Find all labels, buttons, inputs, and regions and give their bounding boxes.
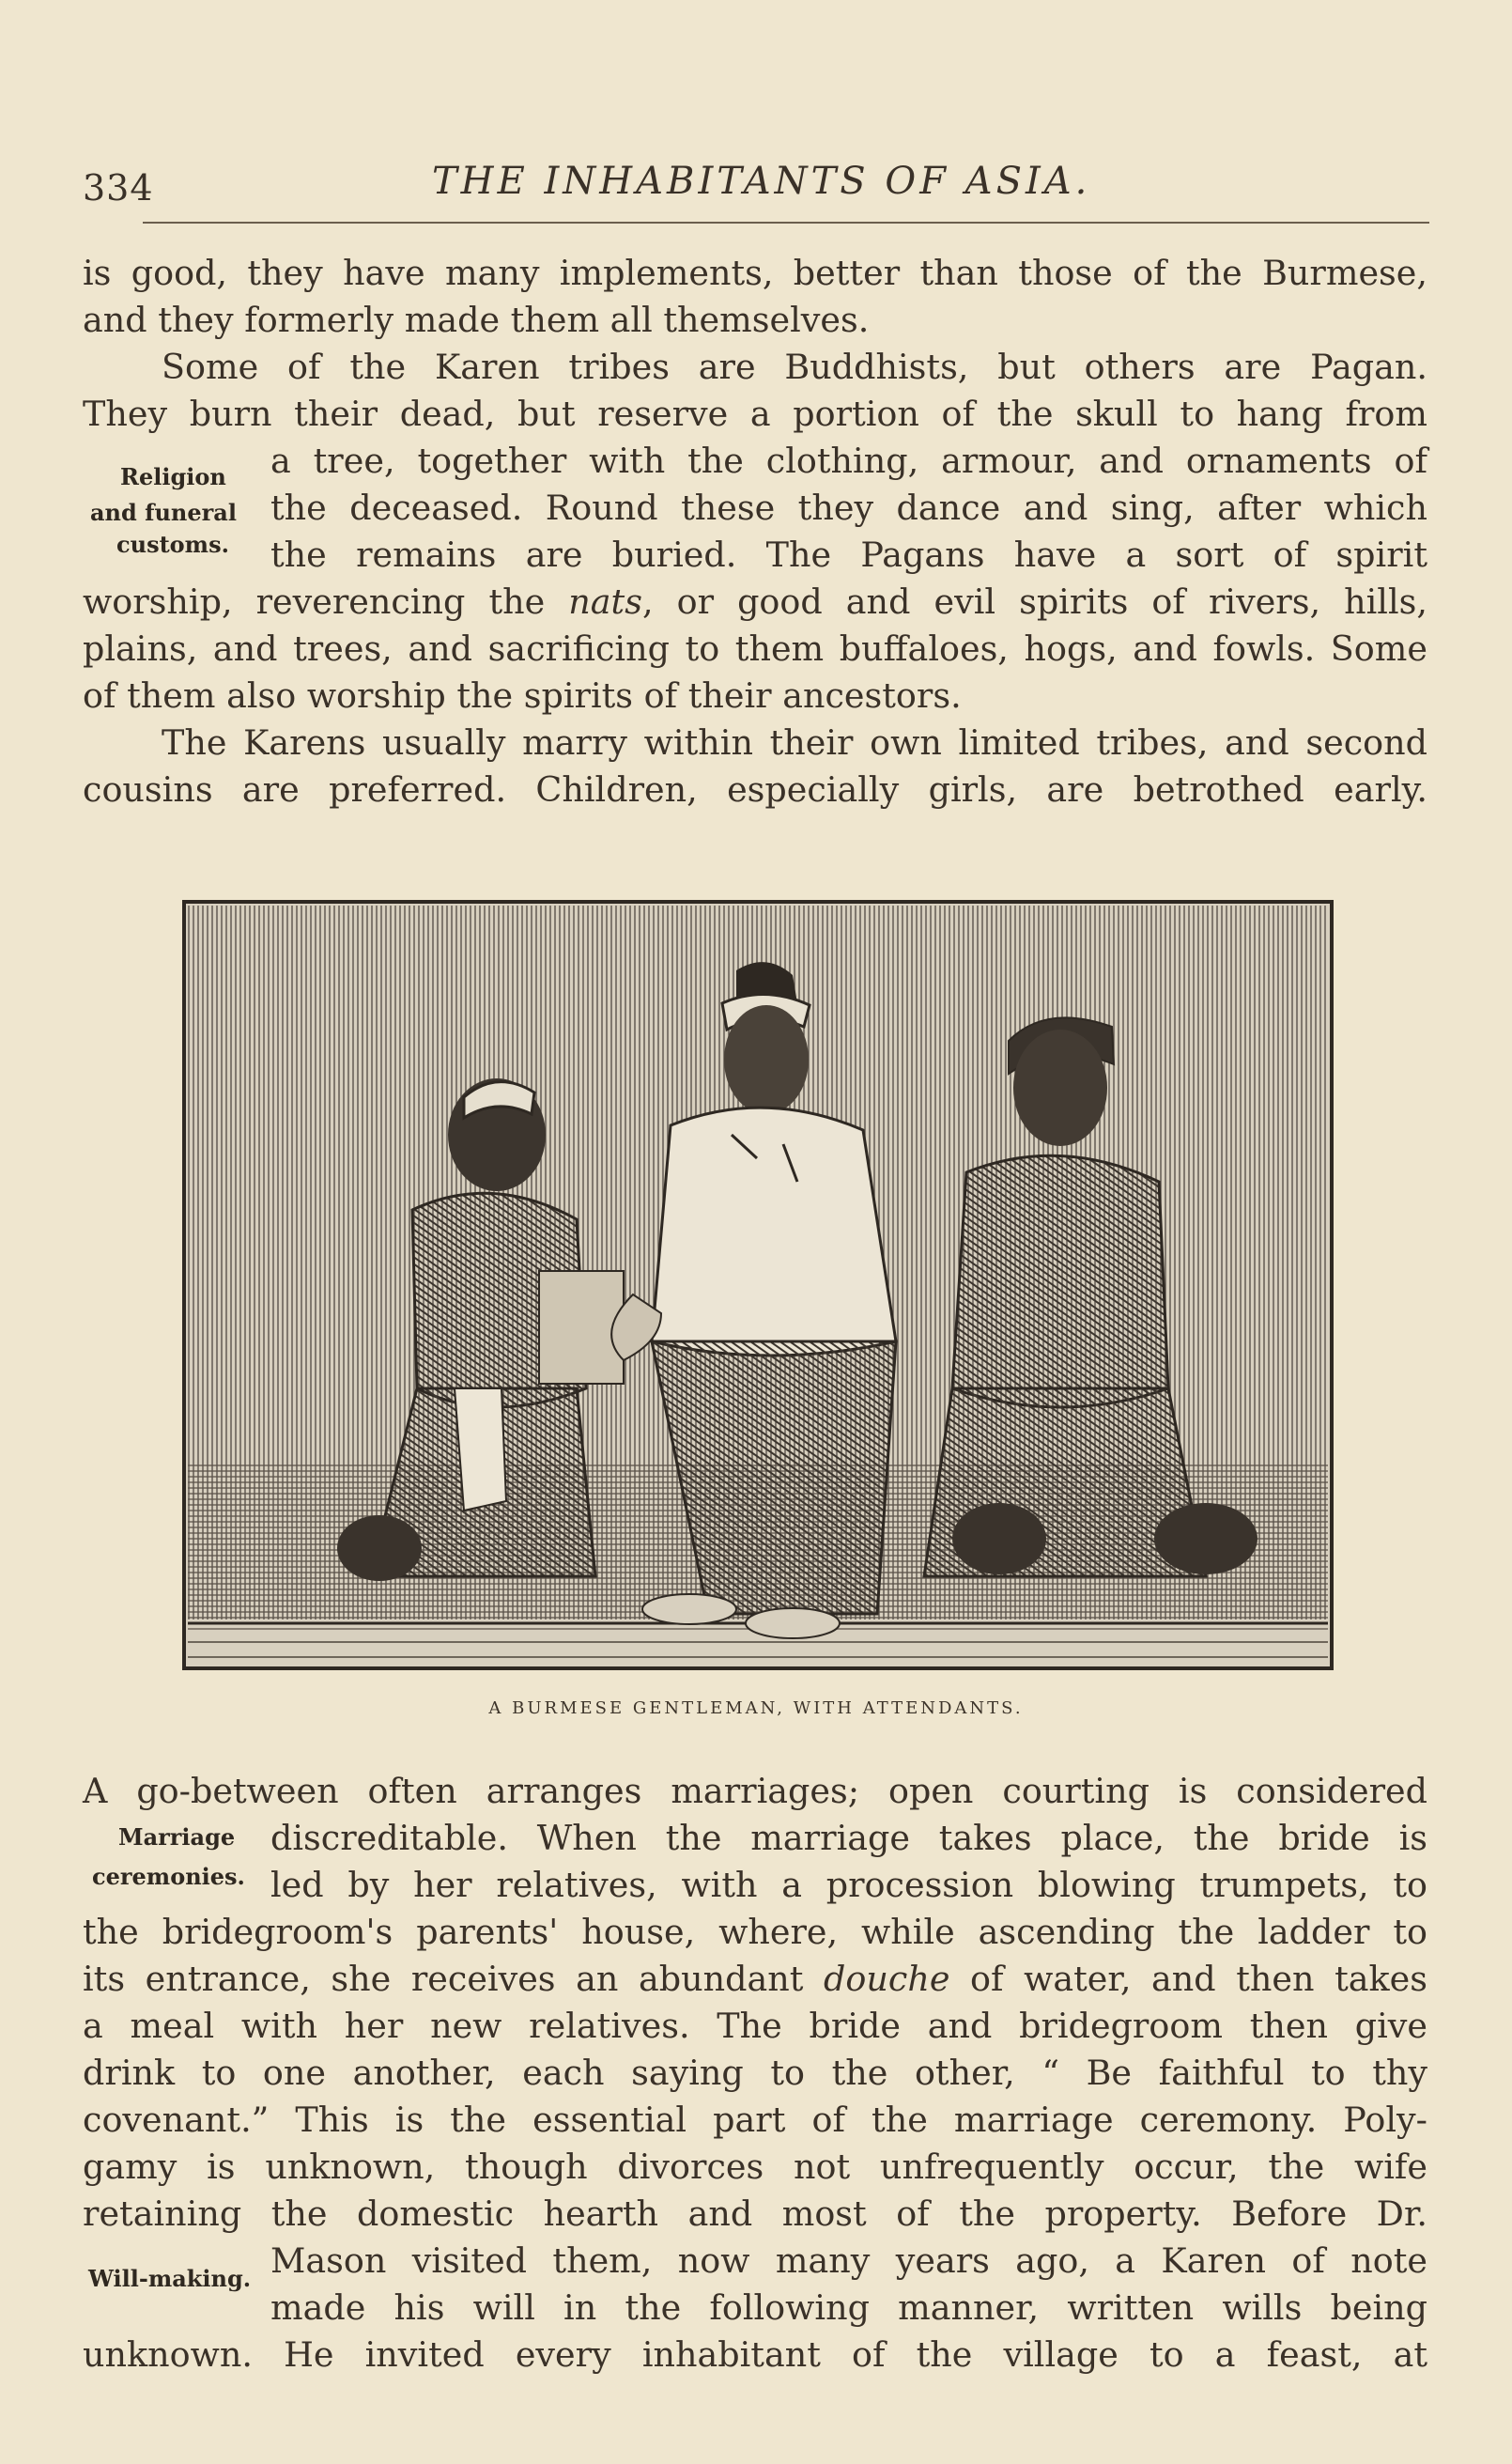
text-line: A go-between often arranges marriages; open courting is considered	[83, 1771, 1427, 1811]
text-line	[83, 579, 1427, 626]
figure-caption: A BURMESE GENTLEMAN, WITH ATTENDANTS.	[488, 1698, 1024, 1718]
text-line: is good, they have many implements, better than those of the Burmese,	[83, 253, 1427, 293]
text-line: The Karens usually marry within their own limited tribes, and second	[162, 722, 1427, 763]
running-title: THE INHABITANTS OF ASIA.	[432, 160, 1091, 203]
text-run: its entrance, she receives an abundant	[83, 1959, 825, 1999]
text-line: plains, and trees, and sacrificing to them buffaloes, hogs, and fowls. Some	[83, 628, 1427, 669]
text-line: retaining the domestic hearth and most of the property. Before Dr.	[83, 2193, 1427, 2234]
sidenote-marriage-1: Marriage	[118, 1823, 236, 1851]
text-run: worship, reverencing the	[83, 581, 569, 622]
text-run: , or good and evil spirits of rivers, hills,	[641, 581, 1427, 622]
text-run: of water, and then takes	[949, 1959, 1428, 1999]
text-line: the remains are buried. The Pagans have a sort of spirit	[270, 535, 1427, 575]
text-line: the deceased. Round these they dance and sing, after which	[270, 488, 1427, 528]
text-line: made his will in the following manner, written wills being	[270, 2287, 1427, 2328]
text-line: unknown. He invited every inhabitant of the village to a feast, at	[83, 2334, 1427, 2375]
sidenote-religion-2: and funeral	[90, 499, 237, 526]
italic-term: douche	[824, 1959, 950, 1999]
engraving-figure	[182, 900, 1334, 1670]
sidenote-religion-3: customs.	[116, 531, 229, 558]
text-line: covenant.” This is the essential part of the marriage ceremony. Poly-	[83, 2100, 1427, 2140]
text-line: discreditable. When the marriage takes place, the bride is	[270, 1818, 1427, 1858]
sidenote-religion-1: Religion	[120, 463, 226, 490]
body-text-bottom	[83, 1768, 1427, 2379]
text-line: a meal with her new relatives. The bride and bridegroom then give	[83, 2006, 1427, 2046]
text-line: led by her relatives, with a procession blowing trumpets, to	[270, 1865, 1427, 1905]
engraving-illustration	[182, 900, 1334, 1670]
text-line: the bridegroom's parents' house, where, while ascending the ladder to	[83, 1912, 1427, 1952]
text-line: Some of the Karen tribes are Buddhists, but others are Pagan.	[162, 347, 1427, 387]
text-line	[83, 1956, 1427, 2003]
running-head	[75, 160, 1427, 216]
text-line: of them also worship the spirits of their ancestors.	[83, 675, 962, 716]
text-line: Mason visited them, now many years ago, a Karen of note	[270, 2240, 1427, 2281]
sidenote-will-making: Will-making.	[88, 2265, 252, 2292]
text-line: cousins are preferred. Children, especially girls, are betrothed early.	[83, 769, 1427, 810]
sidenote-marriage-2: ceremonies.	[92, 1863, 245, 1890]
italic-term: nats	[568, 581, 642, 622]
text-line: a tree, together with the clothing, armour, and ornaments of	[270, 441, 1427, 481]
text-line: gamy is unknown, though divorces not unfrequently occur, the wife	[83, 2146, 1427, 2187]
text-line: They burn their dead, but reserve a portion of the skull to hang from	[83, 394, 1427, 434]
text-line: drink to one another, each saying to the other, “ Be faithful to thy	[83, 2053, 1427, 2093]
page-number: 334	[83, 167, 154, 209]
text-line: and they formerly made them all themselves.	[83, 300, 870, 340]
body-text-top	[83, 250, 1427, 814]
header-rule	[143, 222, 1429, 224]
